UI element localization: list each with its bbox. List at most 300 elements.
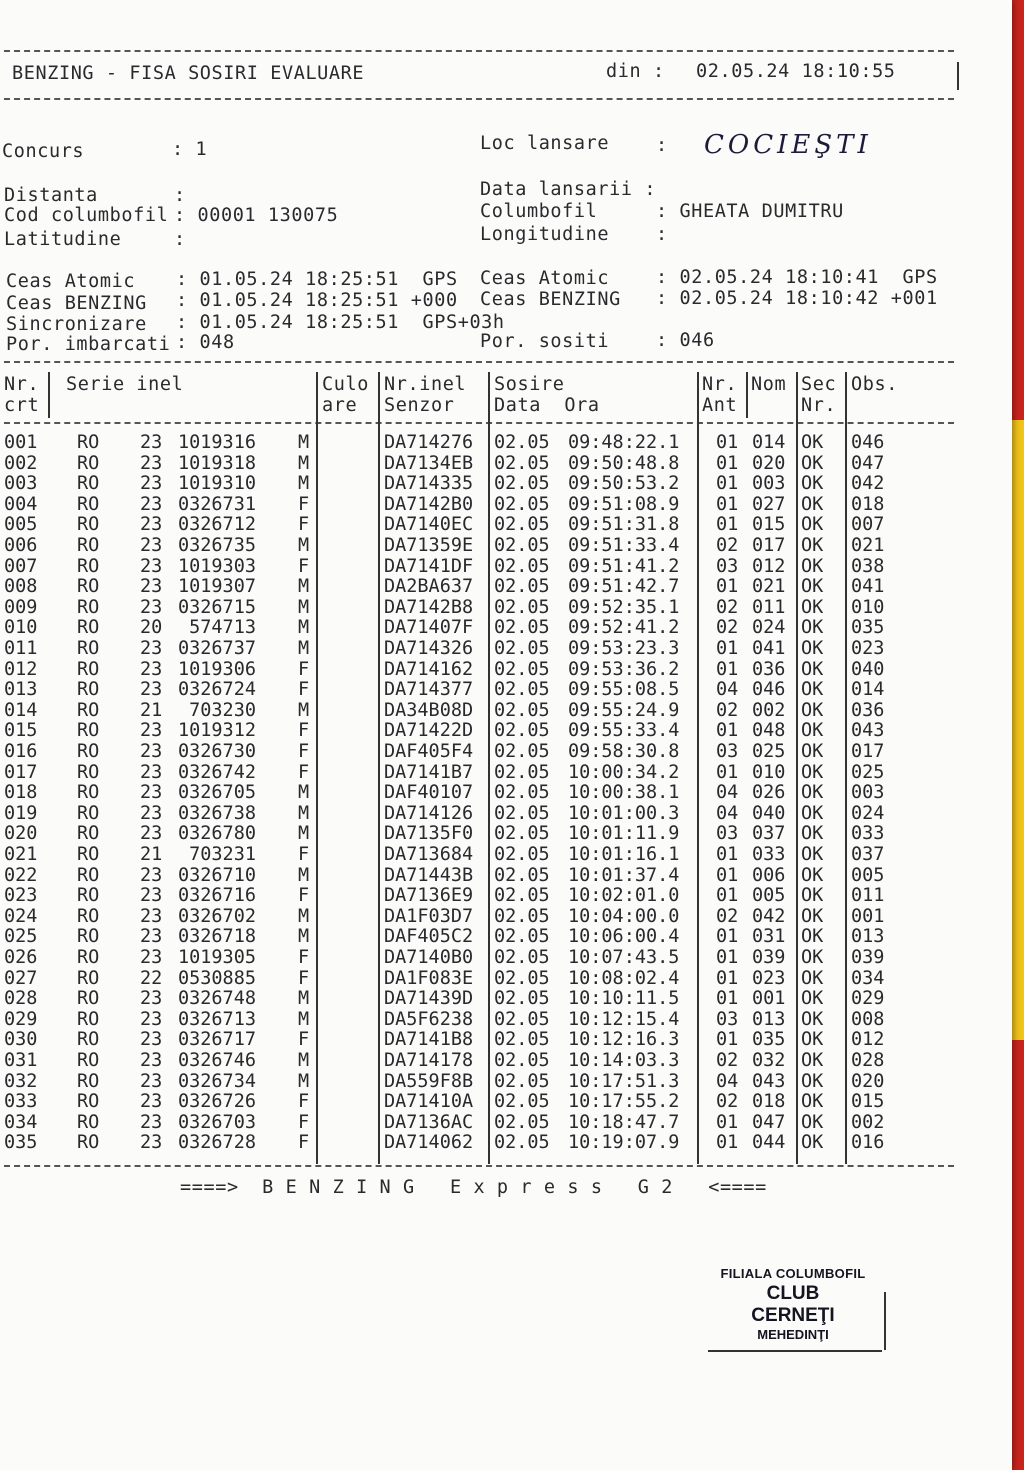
row-nr: 012 <box>4 658 38 680</box>
table-row <box>0 948 1000 969</box>
row-time: 09:55:33.4 <box>568 720 680 742</box>
row-sex: F <box>298 720 310 742</box>
row-year: 23 <box>140 493 163 515</box>
row-antenna: 01 <box>716 967 739 989</box>
row-antenna: 02 <box>716 1050 739 1071</box>
row-obs: 002 <box>851 1111 885 1133</box>
col-obs-header: Obs. <box>851 374 898 395</box>
row-antenna: 04 <box>716 679 739 701</box>
columbofil-value: : GHEATA DUMITRU <box>656 201 844 222</box>
sincronizare-label: Sincronizare <box>6 314 147 335</box>
table-row <box>0 577 1000 598</box>
row-antenna: 04 <box>716 802 739 824</box>
stamp-line-club: CLUB <box>766 1283 820 1304</box>
table-row <box>0 1010 1000 1031</box>
row-sensor: DA1F083E <box>384 967 474 989</box>
row-nom: 043 <box>752 1070 786 1092</box>
row-ring-number: 0326734 <box>178 1070 256 1092</box>
row-obs: 046 <box>851 432 885 453</box>
row-country: RO <box>77 1050 100 1071</box>
row-ring-number: 703230 <box>178 699 256 721</box>
row-country: RO <box>77 947 100 968</box>
row-date: 02.05 <box>494 576 550 598</box>
row-nom: 015 <box>752 514 786 536</box>
distanta-label: Distanta <box>4 185 98 206</box>
row-ring-number: 0326716 <box>178 885 256 907</box>
header-right-bar <box>957 62 959 90</box>
row-antenna: 04 <box>716 1070 739 1092</box>
row-sec: OK <box>801 947 824 968</box>
row-sec: OK <box>801 1050 824 1071</box>
row-date: 02.05 <box>494 741 550 762</box>
table-row <box>0 515 1000 536</box>
row-obs: 016 <box>851 1132 885 1154</box>
header-top-divider <box>4 50 954 52</box>
table-row <box>0 1051 1000 1072</box>
row-obs: 003 <box>851 782 885 804</box>
row-nr: 010 <box>4 617 38 639</box>
row-sec: OK <box>801 1091 824 1113</box>
col-data-ora-header: Data Ora <box>494 395 600 416</box>
row-sex: F <box>298 1132 310 1154</box>
row-sensor: DA7142B8 <box>384 596 474 618</box>
row-date: 02.05 <box>494 1008 550 1030</box>
row-date: 02.05 <box>494 535 550 556</box>
row-sex: F <box>298 741 310 762</box>
row-nom: 011 <box>752 596 786 618</box>
row-nom: 031 <box>752 926 786 948</box>
row-sensor: DA714335 <box>384 473 474 495</box>
row-ring-number: 0326702 <box>178 905 256 927</box>
col-nom-header: Nom <box>751 374 787 395</box>
row-nom: 005 <box>752 885 786 907</box>
row-date: 02.05 <box>494 699 550 721</box>
row-obs: 014 <box>851 679 885 701</box>
row-nr: 023 <box>4 885 38 907</box>
row-time: 09:50:48.8 <box>568 452 680 474</box>
row-nr: 017 <box>4 761 38 783</box>
row-nr: 025 <box>4 926 38 948</box>
row-nom: 041 <box>752 638 786 659</box>
row-ring-number: 0530885 <box>178 967 256 989</box>
row-nom: 017 <box>752 535 786 556</box>
row-sensor: DA714162 <box>384 658 474 680</box>
ceas-benzing-end-value: : 02.05.24 18:10:42 +001 <box>656 288 938 309</box>
row-sex: M <box>298 535 310 556</box>
row-nom: 023 <box>752 967 786 989</box>
row-time: 10:00:38.1 <box>568 782 680 804</box>
row-nom: 012 <box>752 555 786 577</box>
row-sex: F <box>298 493 310 515</box>
ceas-benzing-start-label: Ceas BENZING <box>6 293 147 314</box>
row-sec: OK <box>801 535 824 556</box>
row-year: 23 <box>140 1029 163 1051</box>
cod-columbofil-value: : 00001 130075 <box>174 205 339 226</box>
row-time: 09:48:22.1 <box>568 432 680 453</box>
row-time: 09:52:35.1 <box>568 596 680 618</box>
row-time: 10:01:37.4 <box>568 864 680 886</box>
row-antenna: 01 <box>716 720 739 742</box>
row-sex: M <box>298 432 310 453</box>
row-time: 10:06:00.4 <box>568 926 680 948</box>
row-sensor: DA714377 <box>384 679 474 701</box>
row-nom: 021 <box>752 576 786 598</box>
row-obs: 001 <box>851 905 885 927</box>
row-sex: F <box>298 844 310 865</box>
row-sec: OK <box>801 699 824 721</box>
row-time: 09:52:41.2 <box>568 617 680 639</box>
row-ring-number: 0326780 <box>178 823 256 845</box>
row-antenna: 03 <box>716 555 739 577</box>
row-time: 09:51:33.4 <box>568 535 680 556</box>
row-year: 23 <box>140 926 163 948</box>
table-row <box>0 866 1000 887</box>
row-year: 23 <box>140 782 163 804</box>
stamp-line-mehedinti: MEHEDINŢI <box>757 1327 829 1342</box>
row-sex: F <box>298 555 310 577</box>
table-row <box>0 474 1000 495</box>
row-sex: M <box>298 576 310 598</box>
row-nr: 033 <box>4 1091 38 1113</box>
row-time: 09:51:41.2 <box>568 555 680 577</box>
row-country: RO <box>77 596 100 618</box>
row-sensor: DA714326 <box>384 638 474 659</box>
row-country: RO <box>77 761 100 783</box>
table-row <box>0 433 1000 454</box>
row-sec: OK <box>801 885 824 907</box>
row-year: 23 <box>140 432 163 453</box>
table-row <box>0 1113 1000 1134</box>
ceas-atomic-end-value: : 02.05.24 18:10:41 GPS <box>656 267 938 288</box>
row-nr: 034 <box>4 1111 38 1133</box>
row-sec: OK <box>801 432 824 453</box>
concurs-label: Concurs <box>2 141 85 162</box>
row-year: 23 <box>140 514 163 536</box>
row-ring-number: 0326737 <box>178 638 256 659</box>
row-country: RO <box>77 864 100 886</box>
row-year: 23 <box>140 658 163 680</box>
row-ring-number: 0326703 <box>178 1111 256 1133</box>
row-obs: 034 <box>851 967 885 989</box>
row-nr: 011 <box>4 638 38 659</box>
row-nom: 047 <box>752 1111 786 1133</box>
row-year: 23 <box>140 823 163 845</box>
row-antenna: 02 <box>716 596 739 618</box>
row-sensor: DA7141DF <box>384 555 474 577</box>
row-time: 09:55:24.9 <box>568 699 680 721</box>
row-ring-number: 0326713 <box>178 1008 256 1030</box>
row-date: 02.05 <box>494 658 550 680</box>
row-obs: 007 <box>851 514 885 536</box>
row-antenna: 01 <box>716 1029 739 1051</box>
row-sensor: DA713684 <box>384 844 474 865</box>
row-nom: 027 <box>752 493 786 515</box>
row-country: RO <box>77 658 100 680</box>
row-antenna: 01 <box>716 658 739 680</box>
table-row <box>0 680 1000 701</box>
row-time: 10:02:01.0 <box>568 885 680 907</box>
row-obs: 011 <box>851 885 885 907</box>
row-ring-number: 0326746 <box>178 1050 256 1071</box>
row-nom: 033 <box>752 844 786 865</box>
col-ant-header: Ant <box>702 395 738 416</box>
row-ring-number: 574713 <box>178 617 256 639</box>
concurs-value: : 1 <box>172 139 208 160</box>
row-nom: 020 <box>752 452 786 474</box>
row-date: 02.05 <box>494 1029 550 1051</box>
row-ring-number: 0326735 <box>178 535 256 556</box>
row-nom: 018 <box>752 1091 786 1113</box>
row-obs: 020 <box>851 1070 885 1092</box>
row-sex: M <box>298 699 310 721</box>
longitudine-label: Longitudine <box>480 224 610 245</box>
row-sensor: DA71439D <box>384 988 474 1010</box>
row-sensor: DAF405C2 <box>384 926 474 948</box>
columbofil-label: Columbofil <box>480 201 598 222</box>
row-nom: 006 <box>752 864 786 886</box>
row-antenna: 04 <box>716 782 739 804</box>
row-antenna: 01 <box>716 1111 739 1133</box>
row-sec: OK <box>801 1070 824 1092</box>
row-sec: OK <box>801 823 824 845</box>
row-antenna: 01 <box>716 947 739 968</box>
row-obs: 005 <box>851 864 885 886</box>
col-sep <box>746 372 748 418</box>
row-sensor: DA7134EB <box>384 452 474 474</box>
row-obs: 017 <box>851 741 885 762</box>
row-antenna: 01 <box>716 864 739 886</box>
row-year: 23 <box>140 1070 163 1092</box>
row-country: RO <box>77 988 100 1010</box>
row-sec: OK <box>801 988 824 1010</box>
row-obs: 018 <box>851 493 885 515</box>
row-nom: 013 <box>752 1008 786 1030</box>
sincronizare-value: : 01.05.24 18:25:51 GPS+03h <box>176 312 505 333</box>
row-date: 02.05 <box>494 638 550 659</box>
row-country: RO <box>77 885 100 907</box>
row-ring-number: 0326717 <box>178 1029 256 1051</box>
row-country: RO <box>77 699 100 721</box>
row-sec: OK <box>801 514 824 536</box>
header-bottom-divider <box>4 98 954 100</box>
row-nom: 036 <box>752 658 786 680</box>
table-row <box>0 1030 1000 1051</box>
por-sositi-label: Por. sositi <box>480 331 610 352</box>
row-time: 10:10:11.5 <box>568 988 680 1010</box>
row-sec: OK <box>801 1029 824 1051</box>
row-nr: 019 <box>4 802 38 824</box>
cod-columbofil-label: Cod columbofil <box>4 205 169 226</box>
row-time: 10:17:51.3 <box>568 1070 680 1092</box>
row-date: 02.05 <box>494 1050 550 1071</box>
row-sensor: DA71359E <box>384 535 474 556</box>
table-row <box>0 557 1000 578</box>
row-sensor: DA714126 <box>384 802 474 824</box>
ceas-atomic-start-value: : 01.05.24 18:25:51 GPS <box>176 269 458 290</box>
row-sex: F <box>298 1091 310 1113</box>
row-sec: OK <box>801 473 824 495</box>
table-bottom-divider <box>4 1165 954 1167</box>
row-antenna: 01 <box>716 926 739 948</box>
row-year: 23 <box>140 1008 163 1030</box>
row-nom: 024 <box>752 617 786 639</box>
row-sec: OK <box>801 1132 824 1154</box>
col-sec-header: Sec <box>801 374 837 395</box>
row-ring-number: 0326705 <box>178 782 256 804</box>
row-obs: 036 <box>851 699 885 721</box>
row-antenna: 02 <box>716 535 739 556</box>
row-year: 23 <box>140 988 163 1010</box>
table-row <box>0 1072 1000 1093</box>
row-sec: OK <box>801 1008 824 1030</box>
row-sex: M <box>298 596 310 618</box>
row-ring-number: 0326724 <box>178 679 256 701</box>
row-time: 10:01:11.9 <box>568 823 680 845</box>
loc-lansare-label: Loc lansare <box>480 133 610 154</box>
row-time: 09:53:23.3 <box>568 638 680 659</box>
stamp-line-filiala: FILIALA COLUMBOFIL <box>720 1266 866 1281</box>
ceas-atomic-start-label: Ceas Atomic <box>6 271 136 292</box>
row-obs: 047 <box>851 452 885 474</box>
row-sec: OK <box>801 802 824 824</box>
row-time: 10:04:00.0 <box>568 905 680 927</box>
row-time: 10:08:02.4 <box>568 967 680 989</box>
row-sex: M <box>298 452 310 474</box>
row-nr: 002 <box>4 452 38 474</box>
row-ring-number: 1019318 <box>178 452 256 474</box>
row-obs: 013 <box>851 926 885 948</box>
table-row <box>0 536 1000 557</box>
row-date: 02.05 <box>494 617 550 639</box>
row-date: 02.05 <box>494 452 550 474</box>
row-time: 10:19:07.9 <box>568 1132 680 1154</box>
table-row <box>0 783 1000 804</box>
row-sensor: DA714276 <box>384 432 474 453</box>
row-sec: OK <box>801 638 824 659</box>
row-sensor: DA34B08D <box>384 699 474 721</box>
table-row <box>0 660 1000 681</box>
stamp-border-bottom <box>708 1350 882 1352</box>
row-sec: OK <box>801 658 824 680</box>
row-sensor: DA714062 <box>384 1132 474 1154</box>
row-ring-number: 0326710 <box>178 864 256 886</box>
row-nom: 001 <box>752 988 786 1010</box>
row-country: RO <box>77 802 100 824</box>
row-nom: 037 <box>752 823 786 845</box>
row-sec: OK <box>801 926 824 948</box>
row-sensor: DA71443B <box>384 864 474 886</box>
ceas-atomic-end-label: Ceas Atomic <box>480 268 610 289</box>
row-nr: 032 <box>4 1070 38 1092</box>
row-sensor: DA7141B8 <box>384 1029 474 1051</box>
row-date: 02.05 <box>494 802 550 824</box>
row-sensor: DAF405F4 <box>384 741 474 762</box>
row-antenna: 01 <box>716 844 739 865</box>
row-sensor: DA714178 <box>384 1050 474 1071</box>
row-nom: 039 <box>752 947 786 968</box>
row-country: RO <box>77 1029 100 1051</box>
col-sosire-header: Sosire <box>494 374 565 395</box>
distanta-value: : <box>174 185 186 206</box>
row-nr: 021 <box>4 844 38 865</box>
table-row <box>0 618 1000 639</box>
row-date: 02.05 <box>494 988 550 1010</box>
row-nom: 025 <box>752 741 786 762</box>
row-sex: F <box>298 967 310 989</box>
row-country: RO <box>77 514 100 536</box>
row-obs: 035 <box>851 617 885 639</box>
row-sex: M <box>298 926 310 948</box>
row-nr: 001 <box>4 432 38 453</box>
row-sec: OK <box>801 679 824 701</box>
row-antenna: 03 <box>716 823 739 845</box>
row-obs: 040 <box>851 658 885 680</box>
row-date: 02.05 <box>494 761 550 783</box>
row-nom: 032 <box>752 1050 786 1071</box>
row-country: RO <box>77 638 100 659</box>
row-antenna: 01 <box>716 761 739 783</box>
col-nr-header: Nr. <box>4 374 40 395</box>
row-obs: 021 <box>851 535 885 556</box>
row-nom: 010 <box>752 761 786 783</box>
row-sex: M <box>298 905 310 927</box>
row-ring-number: 0326742 <box>178 761 256 783</box>
row-time: 10:17:55.2 <box>568 1091 680 1113</box>
row-sex: M <box>298 988 310 1010</box>
row-sex: M <box>298 473 310 495</box>
row-date: 02.05 <box>494 823 550 845</box>
row-sex: M <box>298 1050 310 1071</box>
row-date: 02.05 <box>494 967 550 989</box>
row-date: 02.05 <box>494 1111 550 1133</box>
por-imbarcati-value: : 048 <box>176 332 235 353</box>
row-antenna: 01 <box>716 514 739 536</box>
row-nr: 005 <box>4 514 38 536</box>
row-year: 23 <box>140 679 163 701</box>
row-nom: 002 <box>752 699 786 721</box>
row-obs: 008 <box>851 1008 885 1030</box>
table-row <box>0 824 1000 845</box>
row-sex: F <box>298 947 310 968</box>
row-year: 21 <box>140 699 163 721</box>
row-sex: M <box>298 1070 310 1092</box>
loc-lansare-handwritten: COCIEŞTI <box>704 130 872 160</box>
row-country: RO <box>77 473 100 495</box>
row-sensor: DA559F8B <box>384 1070 474 1092</box>
table-row <box>0 639 1000 660</box>
row-date: 02.05 <box>494 1070 550 1092</box>
table-row <box>0 886 1000 907</box>
row-ring-number: 0326730 <box>178 741 256 762</box>
row-ring-number: 1019306 <box>178 658 256 680</box>
row-sec: OK <box>801 452 824 474</box>
row-year: 23 <box>140 555 163 577</box>
row-date: 02.05 <box>494 947 550 968</box>
row-ring-number: 1019303 <box>178 555 256 577</box>
row-date: 02.05 <box>494 473 550 495</box>
row-antenna: 03 <box>716 1008 739 1030</box>
row-ring-number: 0326731 <box>178 493 256 515</box>
por-imbarcati-label: Por. imbarcati <box>6 334 171 355</box>
row-antenna: 01 <box>716 576 739 598</box>
row-country: RO <box>77 679 100 701</box>
row-time: 09:51:31.8 <box>568 514 680 536</box>
row-sex: M <box>298 782 310 804</box>
row-obs: 025 <box>851 761 885 783</box>
row-antenna: 02 <box>716 699 739 721</box>
row-country: RO <box>77 555 100 577</box>
row-antenna: 01 <box>716 1132 739 1154</box>
